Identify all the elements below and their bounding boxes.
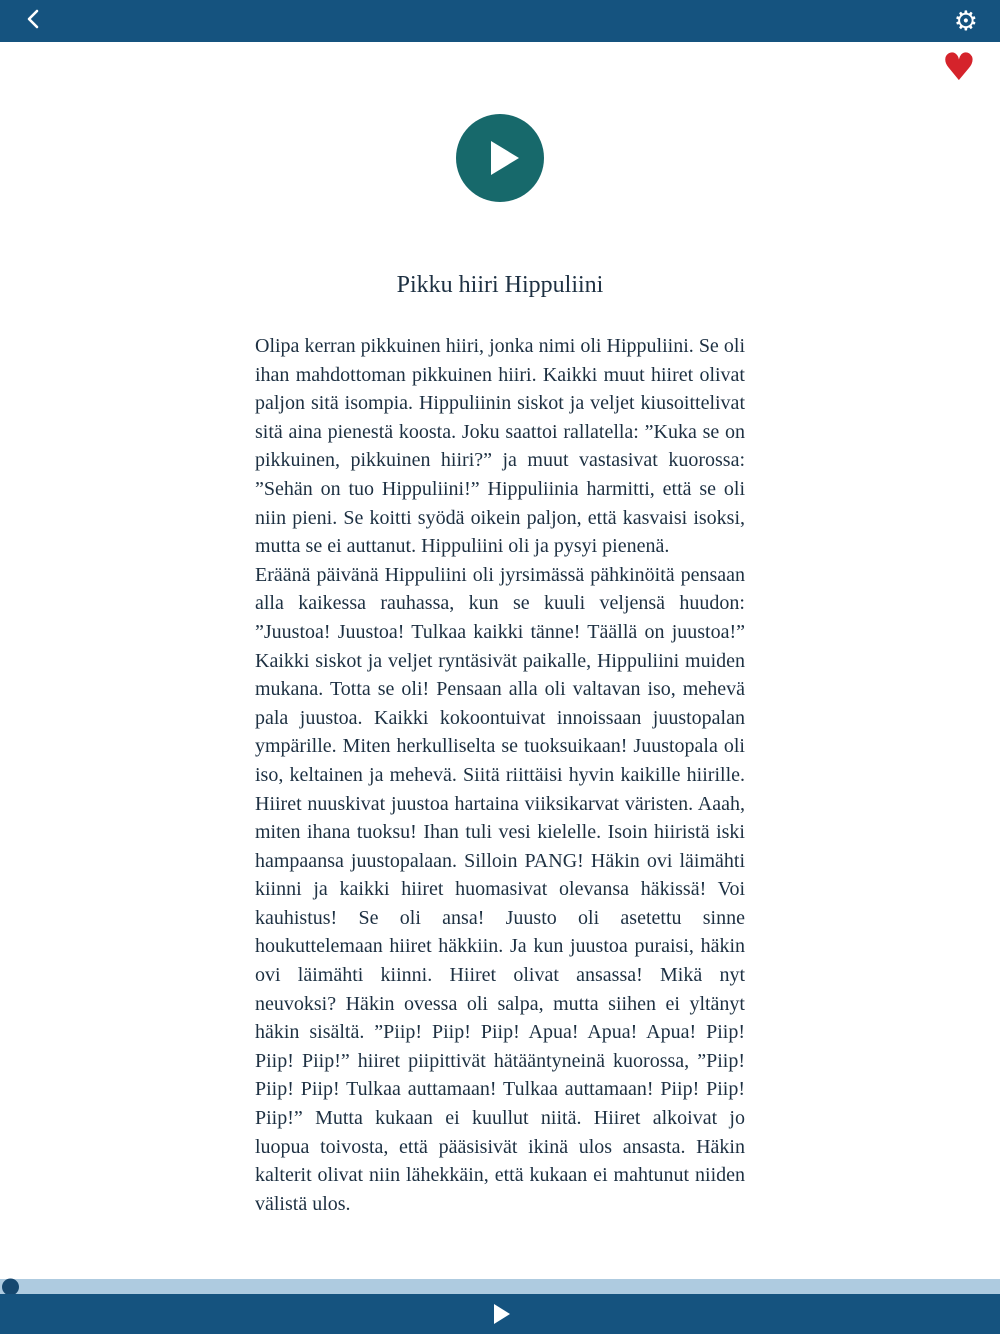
story-text xyxy=(255,332,745,1218)
chevron-left-icon xyxy=(22,7,46,36)
progress-track[interactable] xyxy=(0,1279,1000,1294)
progress-handle[interactable] xyxy=(2,1278,19,1295)
story-paragraph: Olipa kerran pikkuinen hiiri, jonka nimi oli Hippuliini. Se oli ihan mahdottoman pikkuinen hiiri. Kaikki muut hiiret olivat paljon sitä isompia. Hippuliinin siskot ja veljet kiusoittelivat sitä aina pienestä koosta. Joku saattoi rallatella: ”Kuka se on pikkuinen, pikkuinen hiiri?” ja muut vastasivat kuorossa: ”Sehän on tuo Hippuliini!” Hippuliinia harmitti, että se oli niin pieni. Se koitti syödä oikein paljon, että kasvaisi isoksi, mutta se ei auttanut. Hippuliini oli ja pysyi pienenä. xyxy=(255,335,745,558)
back-button[interactable] xyxy=(22,7,46,36)
favorite-button[interactable] xyxy=(941,45,976,89)
play-icon xyxy=(491,141,519,175)
bottom-bar xyxy=(0,1294,1000,1334)
heart-icon: ♥ xyxy=(941,45,976,89)
gear-icon: ⚙ xyxy=(953,5,978,37)
settings-button[interactable] xyxy=(953,5,978,37)
story-content xyxy=(255,272,745,1218)
story-play-button[interactable] xyxy=(456,114,544,202)
story-paragraph: Eräänä päivänä Hippuliini oli jyrsimässä pähkinöitä pensaan alla kaikessa rauhassa, kun se kuuli veljensä huudon: ”Juustoa! Juustoa! Tulkaa kaikki tänne! Täällä on juustoa!” Kaikki siskot ja veljet ryntäsivät paikalle, Hippuliini muiden mukana. Totta se oli! Pensaan alla oli valtavan iso, mehevä pala juustoa. Kaikki kokoontuivat innoissaan juustopalan ympärille. Miten herkulliselta se tuoksuikaan! Juustopala oli iso, keltainen ja mehevä. Siitä riittäisi hyvin kaikille hiirille. Hiiret nuuskivat juustoa hartaina viiksikarvat väristen. Aaah, miten ihana tuoksu! Ihan tuli vesi kielelle. Isoin hiiristä iski hampaansa juustopalaan. Silloin PANG! Häkin ovi läimähti kiinni ja kaikki hiiret huomasivat olevansa häkissä! Voi kauhistus! Se oli ansa! Juusto oli asetettu sinne houkuttelemaan hiiret häkkiin. Ja kun juustoa puraisi, häkin ovi läimähti kiinni. Hiiret olivat ansassa! Mikä nyt neuvoksi? Häkin ovessa oli salpa, mutta siihen ei yltänyt häkin sisältä. ”Piip! Piip! Piip! Apua! Apua! Apua! Piip! Piip! Piip!” hiiret piipittivät hätääntyneinä kuorossa, ”Piip! Piip! Piip! Tulkaa auttamaan! Tulkaa auttamaan! Piip! Piip! Piip!” Mutta kukaan ei kuullut niitä. Hiiret alkoivat jo luopua toivosta, että pääsisivät ikinä ulos ansasta. Häkin kalterit olivat niin lähekkäin, että kukaan ei mahtunut niiden välistä ulos. xyxy=(255,563,745,1215)
story-title: Pikku hiiri Hippuliini xyxy=(396,272,604,298)
bottom-play-button[interactable] xyxy=(494,1304,510,1324)
top-bar xyxy=(0,0,1000,42)
